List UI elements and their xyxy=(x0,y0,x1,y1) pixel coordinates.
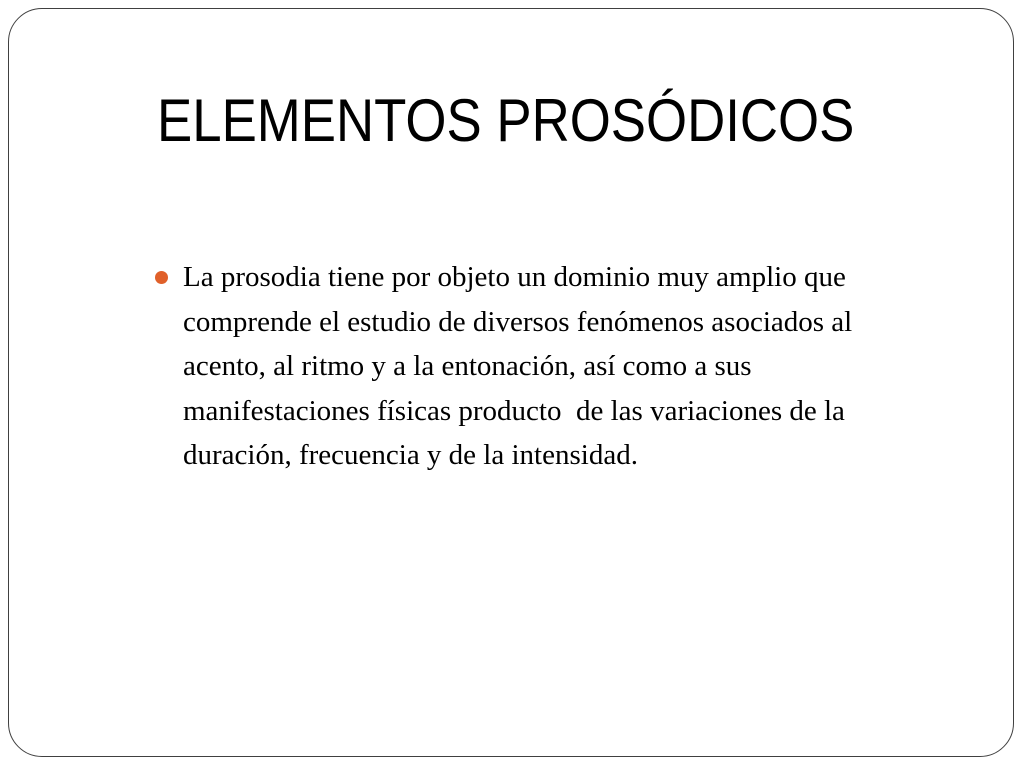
slide-title: ELEMENTOS PROSÓDICOS xyxy=(157,87,855,154)
bullet-list xyxy=(151,255,951,478)
bullet-text-line: comprende el estudio de diversos fenómenos asociados al xyxy=(183,305,853,338)
bullet-text-line: La prosodia tiene por objeto un dominio muy amplio que xyxy=(183,261,846,293)
bullet-item xyxy=(151,255,951,478)
bullet-text-line: manifestaciones físicas producto de las variaciones de la xyxy=(183,394,845,427)
bullet-text-line: acento, al ritmo y a la entonación, así como a sus xyxy=(183,350,752,382)
slide-frame xyxy=(8,8,1014,757)
bullet-text-line: duración, frecuencia y de la intensidad. xyxy=(183,439,638,471)
bullet-dot-icon xyxy=(155,271,168,284)
